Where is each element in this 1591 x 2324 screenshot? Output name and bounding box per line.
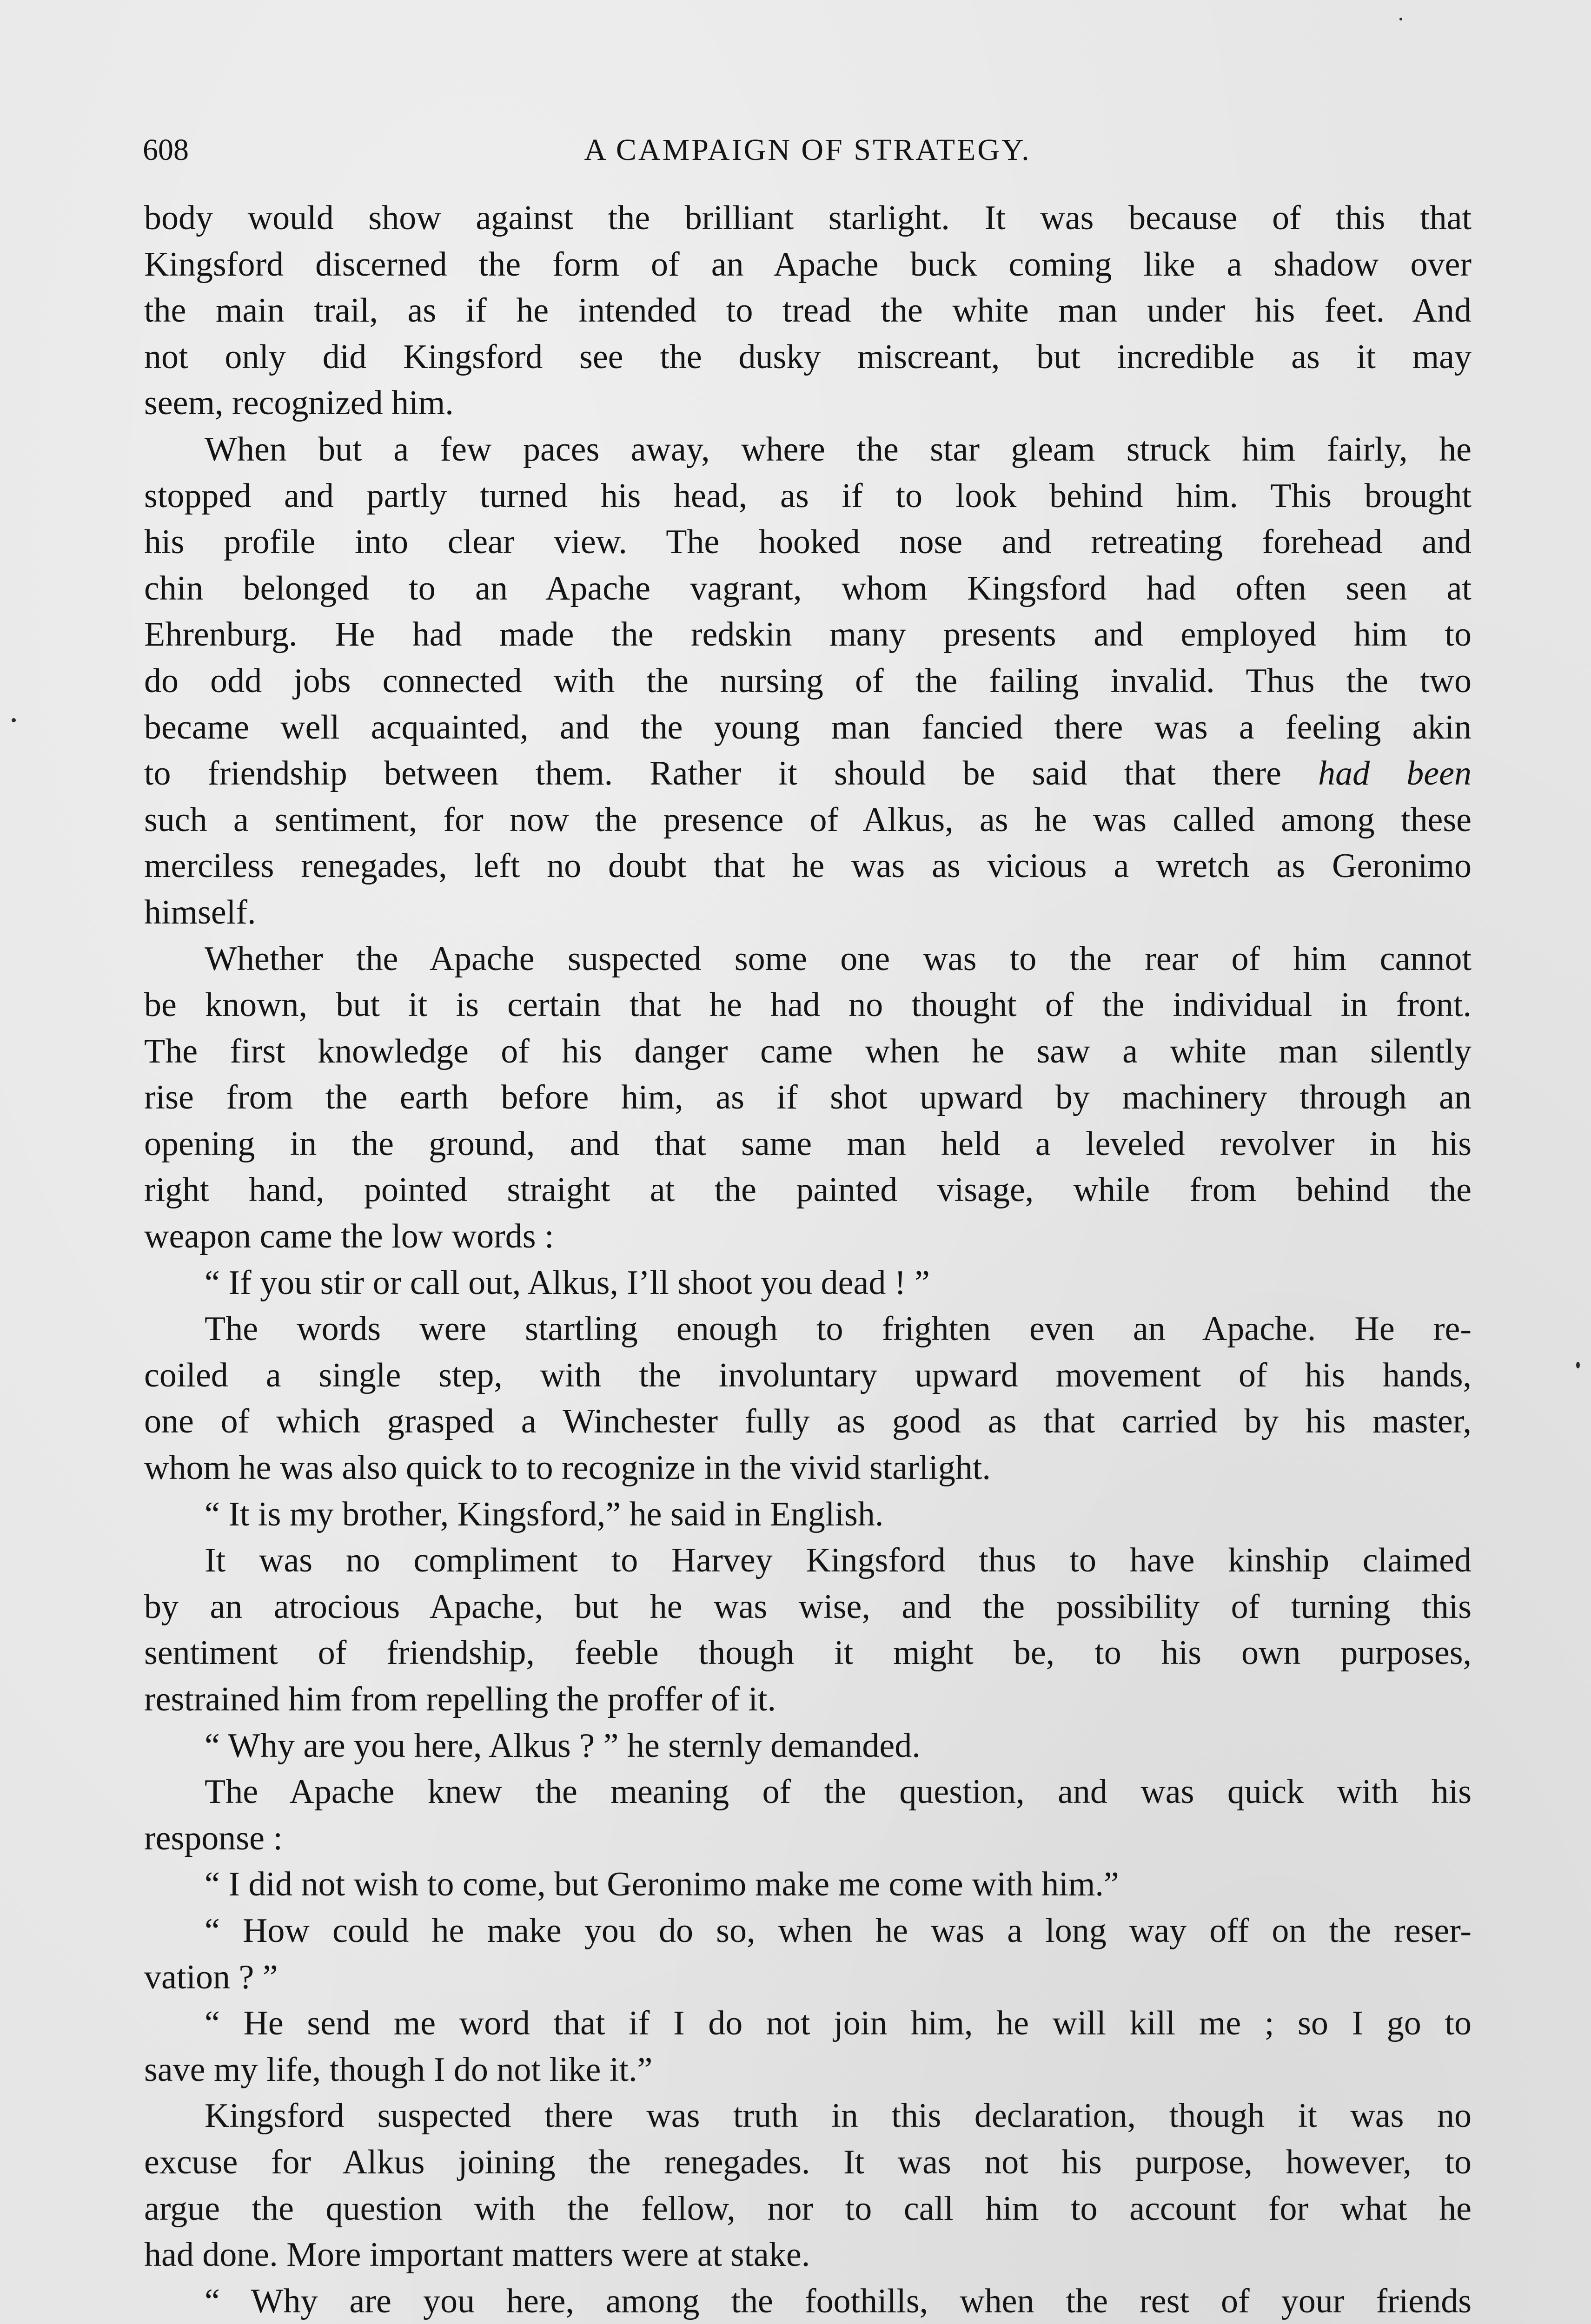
text-line: stopped and partly turned his head, as if to look behind him. This brought [144,476,1472,515]
text-line: weapon came the low words : [144,1217,554,1256]
text-line: merciless renegades, left no doubt that he was as vicious a wretch as Geronimo [144,847,1472,885]
text-line: The words were startling enough to frighten even an Apache. He re- [205,1310,1472,1348]
text-line: seem, recognized him. [144,384,454,423]
text-line: himself. [144,893,256,931]
text-line: save my life, though I do not like it.” [144,2050,653,2089]
text-line: rise from the earth before him, as if shot upward by machinery through an [144,1078,1472,1117]
text-line-start: to friendship between them. Rather it should be said that there [144,754,1319,793]
text-line: Kingsford discerned the form of an Apache buck coming like a shadow over [144,245,1472,284]
text-line: body would show against the brilliant starlight. It was because of this that [144,199,1472,237]
text-line: by an atrocious Apache, but he was wise, and the possibility of turning this [144,1587,1472,1626]
text-line: had done. More important matters were at stake. [144,2236,810,2274]
text-line: be known, but it is certain that he had no thought of the individual in front. [144,986,1472,1024]
text-line: such a sentiment, for now the presence of Alkus, as he was called among these [144,800,1472,839]
text-line: excuse for Alkus joining the renegades. It was not his purpose, however, to [144,2143,1472,2181]
page-number: 608 [143,133,189,167]
text-line [144,751,1472,797]
italic-phrase: had been [1318,754,1472,793]
text-line: vation ? ” [144,1958,278,1996]
text-line: “ How could he make you do so, when he was a long way off on the reser- [205,1911,1472,1950]
text-line: opening in the ground, and that same man held a leveled revolver in his [144,1124,1472,1163]
text-line: The first knowledge of his danger came when he saw a white man silently [144,1032,1472,1070]
text-line: his profile into clear view. The hooked nose and retreating forehead and [144,523,1472,561]
text-line: Ehrenburg. He had made the redskin many presents and employed him to [144,615,1472,654]
text-line: not only did Kingsford see the dusky miscreant, but incredible as it may [144,337,1472,376]
text-line: When but a few paces away, where the star gleam struck him fairly, he [205,430,1472,469]
text-line: “ He send me word that if I do not join him, he will kill me ; so I go to [205,2004,1472,2043]
page-header [143,125,1472,176]
text-line: Kingsford suspected there was truth in this declaration, though it was no [205,2097,1472,2135]
text-line: whom he was also quick to to recognize in the vivid starlight. [144,1449,991,1487]
paper-speck [1399,18,1402,20]
text-line: “ I did not wish to come, but Geronimo make me come with him.” [205,1865,1119,1904]
text-line: The Apache knew the meaning of the question, and was quick with his [205,1773,1472,1811]
text-line: response : [144,1819,283,1857]
body-text [144,195,1472,2324]
paper-speck [12,718,16,722]
text-line: became well acquainted, and the young man fancied there was a feeling akin [144,708,1472,746]
text-line: “ It is my brother, Kingsford,” he said in English. [205,1495,884,1533]
text-line: It was no compliment to Harvey Kingsford thus to have kinship claimed [205,1541,1472,1580]
running-title: A CAMPAIGN OF STRATEGY. [584,133,1031,167]
text-line: restrained him from repelling the proffer of it. [144,1680,776,1718]
text-line: “ If you stir or call out, Alkus, I’ll shoot you dead ! ” [205,1263,930,1302]
text-line: do odd jobs connected with the nursing of the failing invalid. Thus the two [144,661,1472,700]
text-line: argue the question with the fellow, nor to call him to account for what he [144,2189,1472,2228]
text-line: the main trail, as if he intended to tread the white man under his feet. And [144,291,1472,330]
text-line: chin belonged to an Apache vagrant, whom Kingsford had often seen at [144,569,1472,607]
paper-speck [1576,1362,1580,1368]
text-line: “ Why are you here, Alkus ? ” he sternly demanded. [205,1726,921,1765]
text-line: Whether the Apache suspected some one was to the rear of him cannot [205,939,1472,978]
text-line: “ Why are you here, among the foothills, when the rest of your friends [205,2282,1472,2320]
text-line: one of which grasped a Winchester fully as good as that carried by his master, [144,1402,1472,1441]
text-line: coiled a single step, with the involuntary upward movement of his hands, [144,1356,1472,1394]
text-line: right hand, pointed straight at the painted visage, while from behind the [144,1171,1472,1209]
text-line: sentiment of friendship, feeble though it might be, to his own purposes, [144,1634,1472,1672]
